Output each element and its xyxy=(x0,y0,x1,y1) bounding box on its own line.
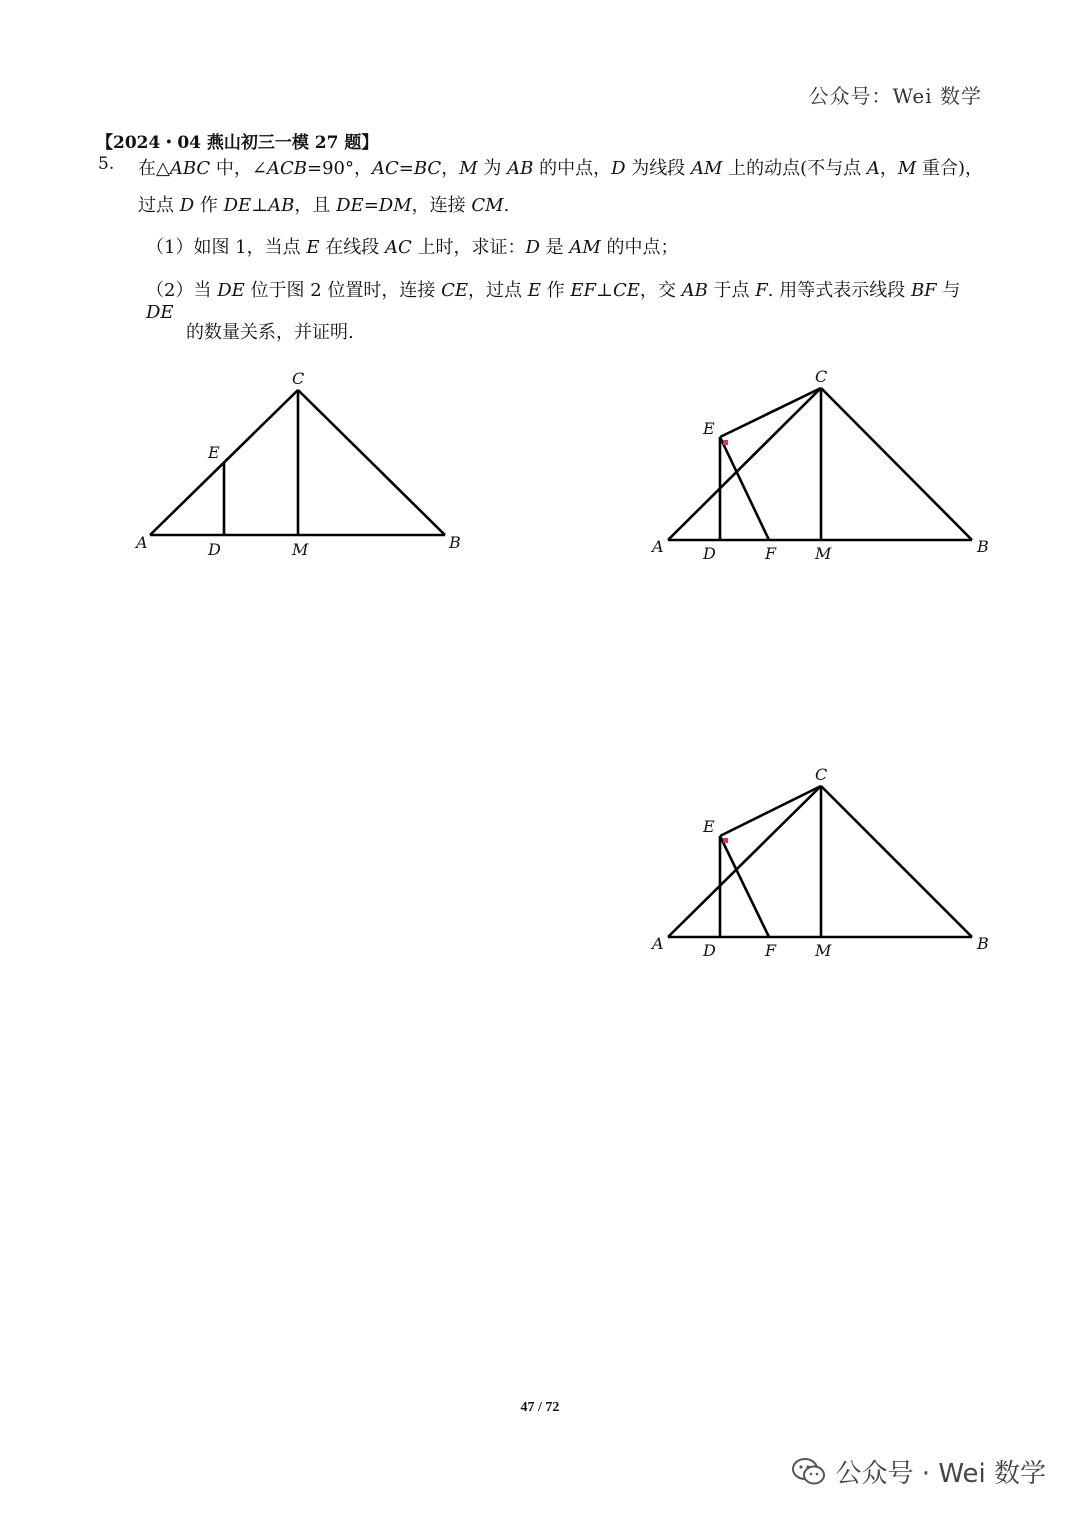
segment-ef xyxy=(720,836,769,937)
label-m: M xyxy=(292,540,309,559)
problem-number: 5. xyxy=(98,154,115,174)
label-b: B xyxy=(449,533,461,552)
label-b: B xyxy=(977,934,989,953)
question-part-1: （1）如图 1，当点 E 在线段 AC 上时，求证：D 是 AM 的中点； xyxy=(146,237,679,258)
label-a: A xyxy=(136,533,148,552)
label-e: E xyxy=(208,443,220,462)
right-angle-marker xyxy=(723,838,728,843)
page-number: 47 / 72 xyxy=(520,1400,560,1415)
label-m: M xyxy=(815,544,832,563)
segment-cb xyxy=(821,786,972,937)
label-d: D xyxy=(703,941,716,960)
label-b: B xyxy=(977,537,989,556)
label-e: E xyxy=(703,817,715,836)
label-a: A xyxy=(652,934,664,953)
question-part-2: （2）当 DE 位于图 2 位置时，连接 CE，过点 E 作 EF⊥CE，交 AB 于点 F. 用等式表示线段 BF 与 DE xyxy=(146,280,961,323)
problem-statement: 在△ABC 中，∠ACB=90°，AC=BC，M 为 AB 的中点，D 为线段 AM 上的动点(不与点 A，M 重合)， 过点 D 作 DE⊥AB，且 DE=DM，连接 CM. xyxy=(138,158,984,216)
label-f: F xyxy=(765,941,777,960)
question-part-2-continued: 的数量关系，并证明. xyxy=(186,322,354,343)
label-c: C xyxy=(815,367,828,386)
label-c: C xyxy=(292,369,305,388)
label-d: D xyxy=(208,540,221,559)
label-d: D xyxy=(703,544,716,563)
problem-source: 【2024・04 燕山初三一模 27 题】 xyxy=(96,133,379,153)
label-a: A xyxy=(652,537,664,556)
label-e: E xyxy=(703,419,715,438)
label-m: M xyxy=(815,941,832,960)
segment-ce xyxy=(720,786,821,836)
header-account: 公众号：Wei 数学 xyxy=(808,84,982,108)
label-f: F xyxy=(765,544,777,563)
watermark-text: 公众号 · Wei 数学 xyxy=(835,1459,1046,1489)
watermark xyxy=(792,1453,1046,1490)
segment-ac xyxy=(668,786,821,937)
wechat-icon xyxy=(792,1458,826,1486)
label-c: C xyxy=(815,765,828,784)
